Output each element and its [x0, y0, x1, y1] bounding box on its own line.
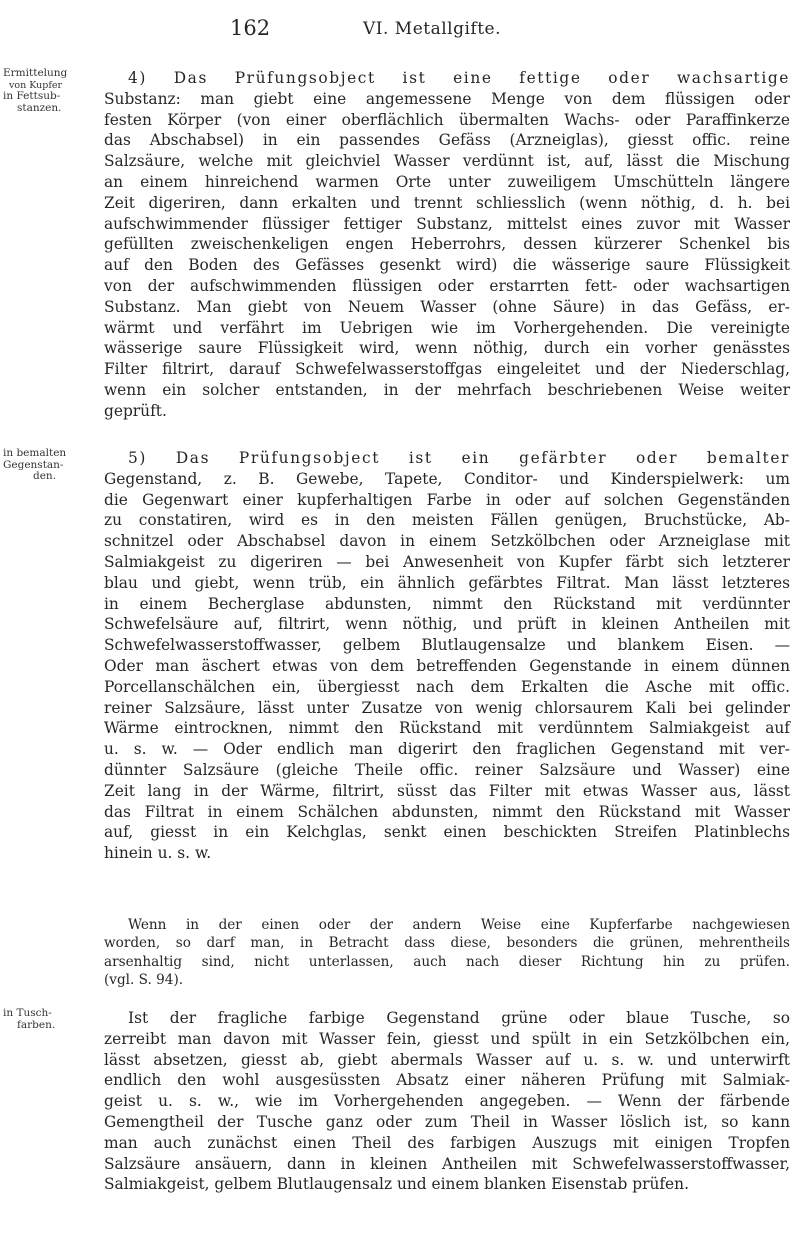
text-line: Salmiakgeist, gelbem Blutlaugensalz und einem blanken Eisenstab prüfen. [104, 1175, 689, 1194]
margin-note-line: in Fettsub- [3, 90, 61, 102]
text-line: reiner Salzsäure, lässt unter Zusatze von wenig chlorsaurem Kali bei gelinder [104, 698, 790, 717]
section-4-paragraph [104, 68, 790, 422]
text-line: Wenn in der einen oder der andern Weise eine Kupferfarbe nachgewiesen [128, 917, 790, 933]
text-line: Wärme eintrocknen, nimmt den Rückstand mit verdünntem Salmiakgeist auf [104, 719, 790, 738]
text-line: Salmiakgeist zu digeriren — bei Anwesenheit von Kupfer färbt sich letzterer [104, 552, 790, 571]
text-line: Zeit lang in der Wärme, filtrirt, süsst das Filter mit etwas Wasser aus, lässt [104, 781, 790, 800]
text-line: die Gegenwart einer kupferhaltigen Farbe in oder auf solchen Gegenständen [104, 490, 790, 509]
margin-note-line: von Kupfer [9, 79, 62, 91]
text-line: Salzsäure, welche mit gleichviel Wasser verdünnt ist, auf, lässt die Mischung [104, 152, 790, 171]
text-line: gefüllten zweischenkeligen engen Heberrohrs, dessen kürzerer Schenkel bis [104, 235, 790, 254]
text-line: festen Körper (von einer oberflächlich übermalten Wachs- oder Paraffinkerze [104, 110, 790, 129]
text-line: Ist der fragliche farbige Gegenstand grüne oder blaue Tusche, so [128, 1009, 790, 1027]
text-line: 4) Das Prüfungsobject ist eine fettige oder wachsartige [128, 69, 790, 87]
text-line: das Abschabsel) in ein passendes Gefäss (Arzneiglas), giesst offic. reine [104, 131, 790, 150]
text-line: wenn ein solcher entstanden, in der mehrfach beschriebenen Weise weiter [104, 380, 790, 399]
text-line: lässt absetzen, giesst ab, giebt abermals Wasser auf u. s. w. und unterwirft [104, 1050, 790, 1069]
text-line: geprüft. [104, 401, 167, 420]
text-line: Substanz. Man giebt von Neuem Wasser (ohne Säure) in das Gefäss, er- [104, 297, 790, 316]
margin-note-line: farben. [17, 1018, 56, 1031]
margin-note-line: in bemalten [3, 447, 67, 459]
running-head: VI. Metallgifte. [363, 19, 502, 39]
text-line: 5) Das Prüfungsobject ist ein gefärbter oder bemalter [128, 449, 790, 467]
text-line: Filter filtrirt, darauf Schwefelwasserstoffgas eingeleitet und der Niederschlag, [104, 360, 790, 379]
text-line: Gemengtheil der Tusche ganz oder zum Theil in Wasser löslich ist, so kann [104, 1112, 790, 1131]
text-line: Zeit digeriren, dann erkalten und trennt schliesslich (wenn nöthig, d. h. bei [104, 193, 790, 212]
margin-note-line: stanzen. [17, 101, 62, 114]
text-line: worden, so darf man, in Betracht dass diese, besonders die grünen, mehrentheils [104, 935, 790, 952]
margin-note-line: Ermittelung [3, 67, 68, 79]
text-line: zu constatiren, wird es in den meisten Fällen genügen, Bruchstücke, Ab- [104, 511, 790, 530]
text-line: Substanz: man giebt eine angemessene Menge von dem flüssigen oder [104, 89, 790, 108]
section-tusche-paragraph [104, 1008, 790, 1195]
margin-note-line: den. [33, 470, 57, 482]
margin-note-line: in Tusch- [3, 1007, 52, 1019]
text-line: man auch zunächst einen Theil des farbigen Auszugs mit einigen Tropfen [104, 1133, 790, 1152]
text-line: Salzsäure ansäuern, dann in kleinen Antheilen mit Schwefelwasserstoffwasser, [104, 1154, 790, 1173]
text-line: auf, giesst in ein Kelchglas, senkt einen beschickten Streifen Platinblechs [104, 823, 790, 842]
text-line: blau und giebt, wenn trüb, ein ähnlich gefärbtes Filtrat. Man lässt letzteres [104, 573, 790, 592]
small-print-note [104, 916, 790, 990]
margin-note-line: Gegenstan- [3, 458, 64, 471]
text-line: arsenhaltig sind, nicht unterlassen, auch nach dieser Richtung hin zu prüfen. [104, 953, 790, 970]
page-header [0, 16, 800, 46]
text-line: geist u. s. w., wie im Vorhergehenden angegeben. — Wenn der färbende [104, 1092, 790, 1111]
text-line: an einem hinreichend warmen Orte unter zuweiligem Umschütteln längere [104, 172, 790, 191]
text-line: (vgl. S. 94). [104, 972, 184, 989]
text-line: Gegenstand, z. B. Gewebe, Tapete, Conditor- und Kinderspielwerk: um [104, 469, 790, 488]
margin-note-tusche [3, 1008, 91, 1031]
text-line: von der aufschwimmenden flüssigen oder erstarrten fett- oder wachsartigen [104, 276, 790, 295]
text-line: wässerige saure Flüssigkeit wird, wenn nöthig, durch ein vorher genässtes [104, 339, 790, 358]
text-line: dünnter Salzsäure (gleiche Theile offic. reiner Salzsäure und Wasser) eine [104, 760, 790, 779]
margin-note-bemalt [3, 448, 91, 483]
text-line: Schwefelwasserstoffwasser, gelbem Blutlaugensalze und blankem Eisen. — [104, 636, 790, 655]
margin-note-kupfer-fett [3, 68, 91, 114]
text-line: wärmt und verfährt im Uebrigen wie im Vorhergehenden. Die vereinigte [104, 318, 790, 337]
text-line: auf den Boden des Gefässes gesenkt wird) die wässerige saure Flüssigkeit [104, 256, 790, 275]
text-line: zerreibt man davon mit Wasser fein, giesst und spült in ein Setzkölbchen ein, [104, 1029, 790, 1048]
text-line: endlich den wohl ausgesüssten Absatz einer näheren Prüfung mit Salmiak- [104, 1071, 790, 1090]
text-line: schnitzel oder Abschabsel davon in einem Setzkölbchen oder Arzneiglase mit [104, 532, 790, 551]
section-5-paragraph [104, 448, 790, 864]
text-line: Schwefelsäure auf, filtrirt, wenn nöthig, und prüft in kleinen Antheilen mit [104, 615, 790, 634]
text-line: u. s. w. — Oder endlich man digerirt den fraglichen Gegenstand mit ver- [104, 740, 790, 759]
text-line: das Filtrat in einem Schälchen abdunsten, nimmt den Rückstand mit Wasser [104, 802, 790, 821]
text-line: in einem Becherglase abdunsten, nimmt den Rückstand mit verdünnter [104, 594, 790, 613]
text-line: aufschwimmender flüssiger fettiger Substanz, mittelst eines zuvor mit Wasser [104, 214, 790, 233]
page-number: 162 [230, 16, 271, 40]
text-line: hinein u. s. w. [104, 844, 212, 863]
text-line: Oder man äschert etwas von dem betreffenden Gegenstande in einem dünnen [104, 656, 790, 675]
text-line: Porcellanschälchen ein, übergiesst nach dem Erkalten die Asche mit offic. [104, 677, 790, 696]
